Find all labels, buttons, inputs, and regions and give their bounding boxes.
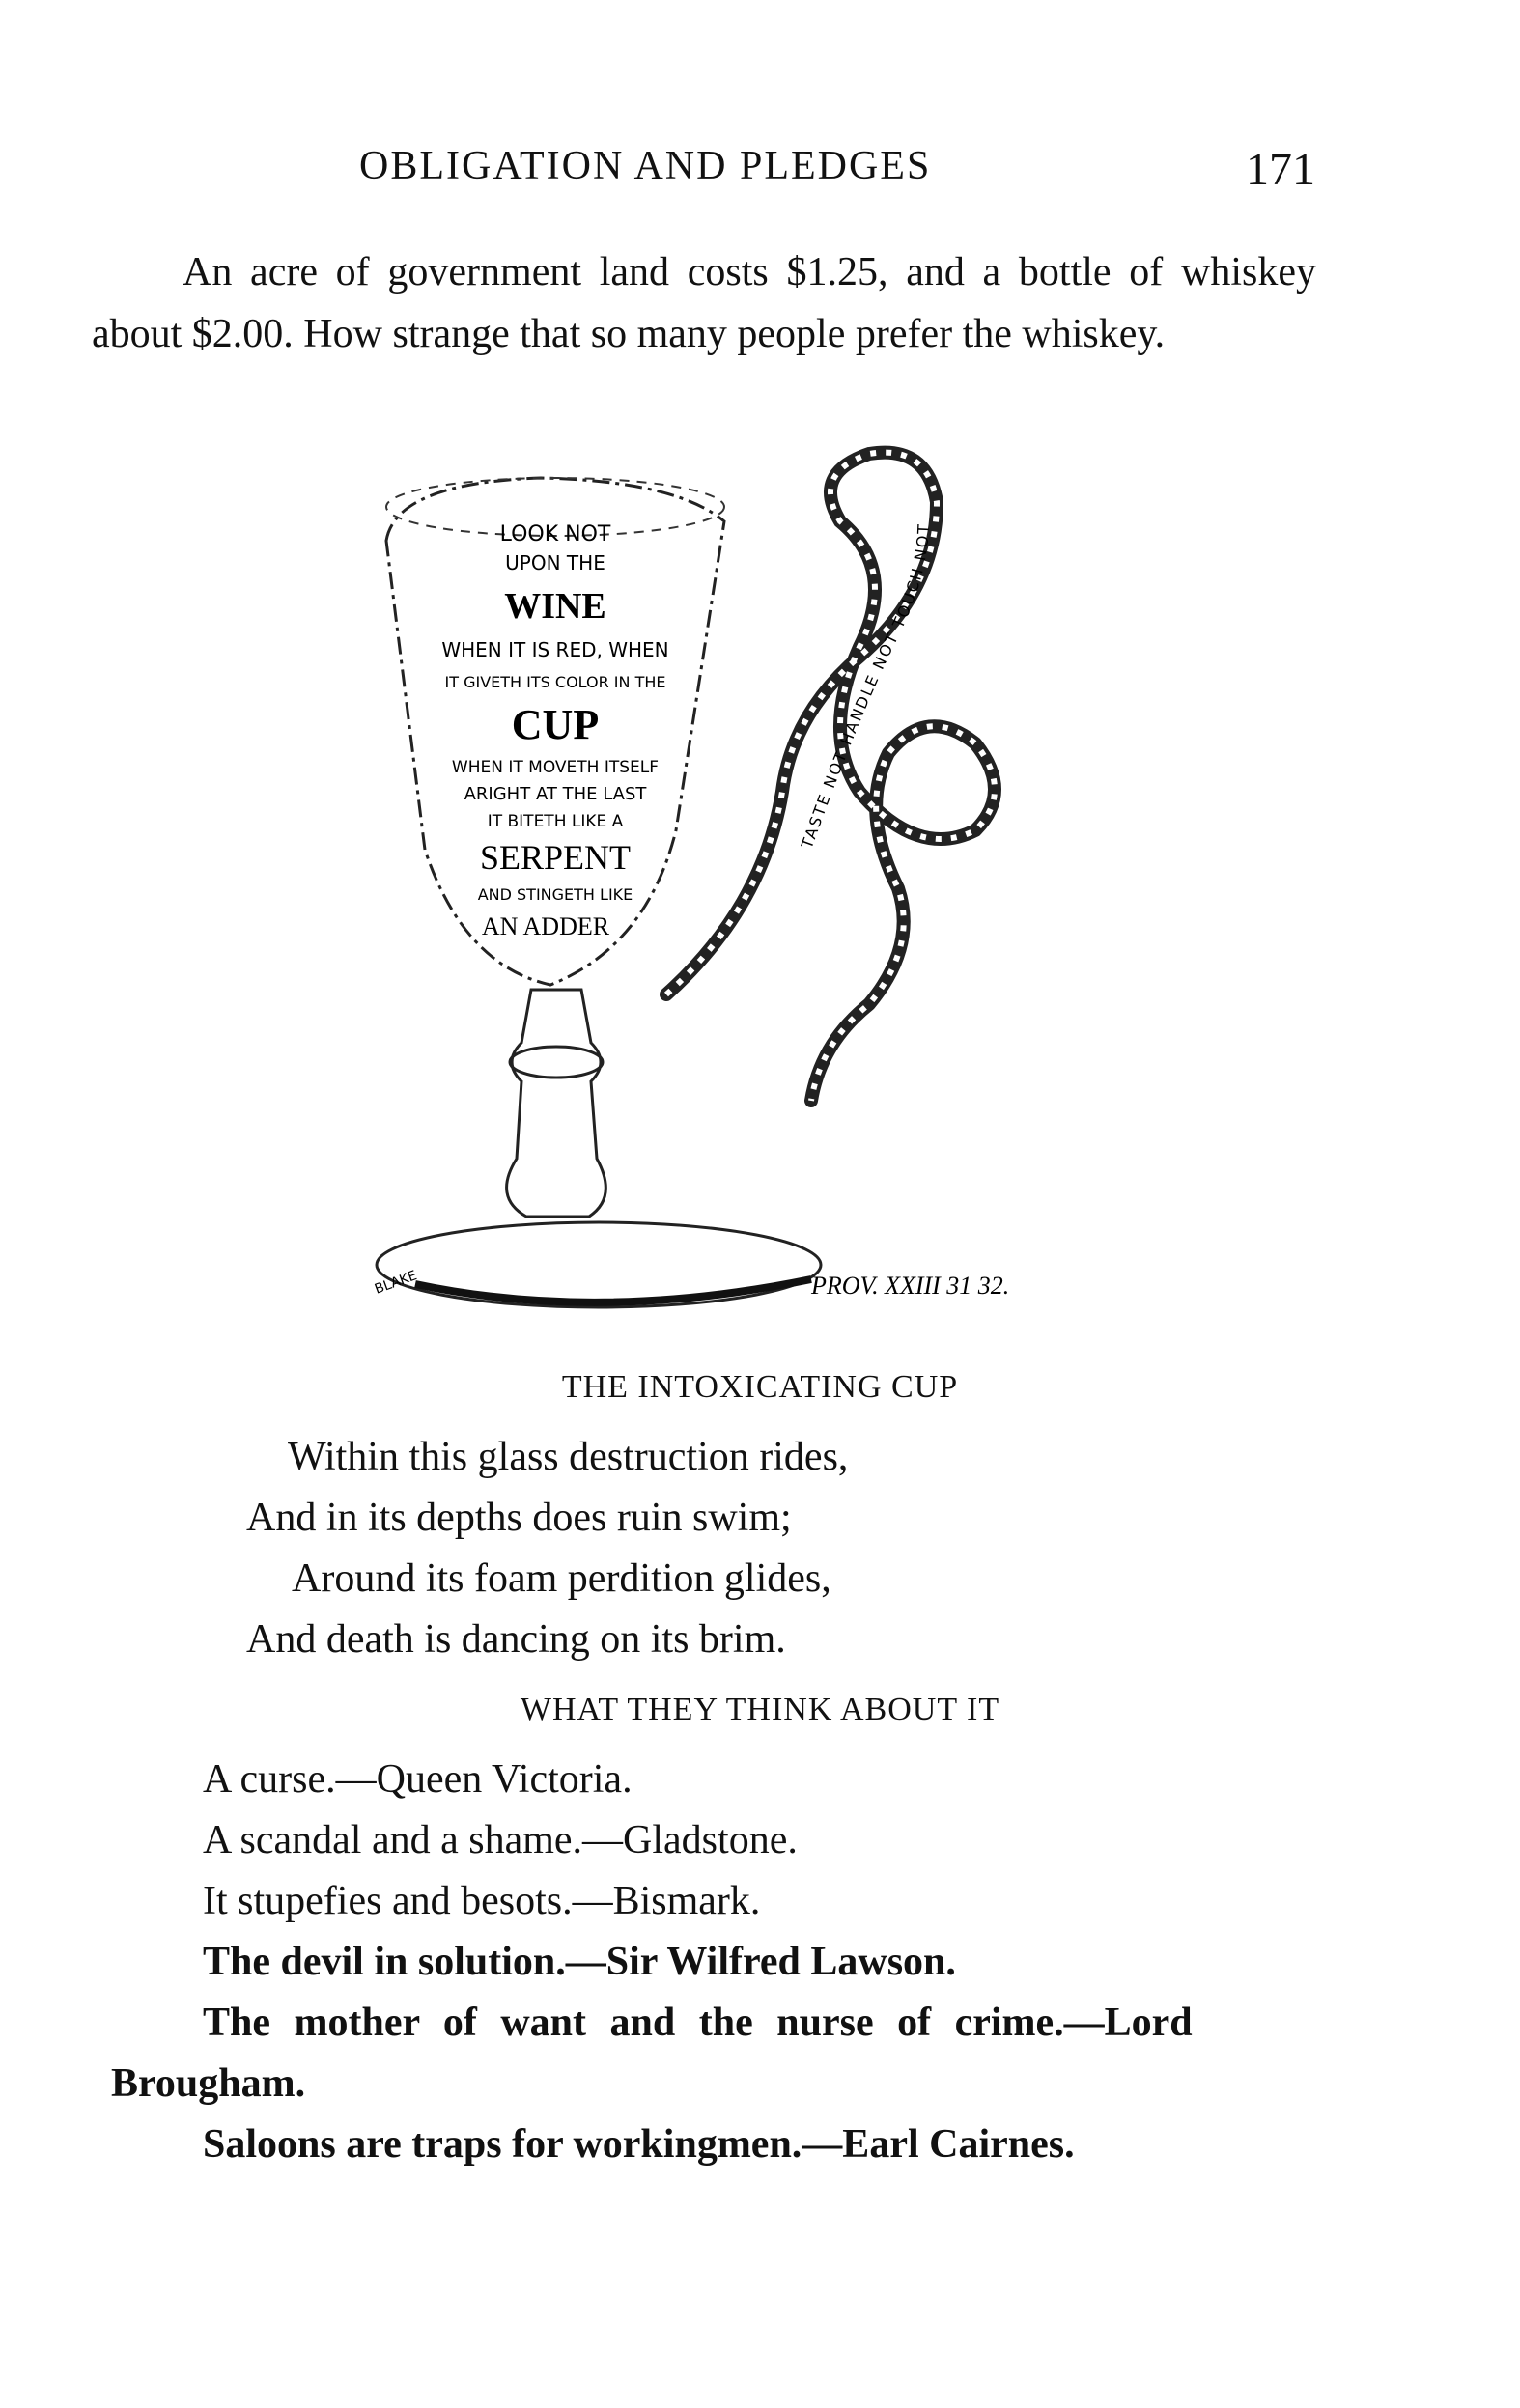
intoxicating-cup-illustration [357, 425, 1072, 1332]
handle-text-path-content: TASTE NOT HANDLE NOT TOUCH NOT [797, 521, 934, 852]
cup-text-4: WHEN IT IS RED, WHEN [441, 638, 669, 661]
cup-text-2: UPON THE [505, 551, 605, 574]
cup-text-7: WHEN IT MOVETH ITSELF [451, 758, 660, 777]
cup-text-1: LOOK NOT [499, 522, 611, 546]
poem-line-4: And death is dancing on its brim. [246, 1617, 786, 1662]
poem-line-1: Within this glass destruction rides, [288, 1435, 849, 1479]
quote-item: The mother of want and the nurse of crime.—Lord [203, 2001, 1193, 2045]
scripture-reference: PROV. XXIII 31 32. [811, 1272, 1010, 1300]
quote-item: A scandal and a shame.—Gladstone. [203, 1818, 798, 1862]
quote-item: Saloons are traps for workingmen.—Earl Cairnes. [203, 2122, 1075, 2167]
artist-signature: BLAKE [372, 1268, 419, 1298]
intro-paragraph: An acre of government land costs $1.25, and a bottle of whiskey about $2.00. How strange that so many people prefer the whiskey. [92, 250, 1316, 356]
running-head: OBLIGATION AND PLEDGES [359, 144, 932, 188]
quote-item-continuation: Brougham. [111, 2061, 306, 2106]
page-header [359, 143, 1315, 201]
cup-engraving [357, 425, 1072, 1332]
cup-text-10: SERPENT [479, 838, 632, 877]
cup-stem [507, 990, 606, 1217]
poem-line-2: And in its depths does ruin swim; [246, 1496, 792, 1540]
cup-text-3: WINE [504, 586, 606, 627]
stem-knot [510, 1047, 603, 1078]
cup-text-5: IT GIVETH ITS COLOR IN THE [444, 673, 666, 691]
cup-text-12: AN ADDER [481, 912, 610, 940]
page-number: 171 [1246, 144, 1315, 195]
quote-item: A curse.—Queen Victoria. [203, 1757, 633, 1802]
cup-text-11: AND STINGETH LIKE [477, 885, 633, 904]
cup-base [377, 1222, 821, 1307]
cup-text-6: CUP [511, 701, 600, 748]
quote-item: It stupefies and besots.—Bismark. [203, 1879, 761, 1923]
poem-line-3: Around its foam perdition glides, [292, 1556, 831, 1601]
quotes-section-title: WHAT THEY THINK ABOUT IT [520, 1692, 1000, 1727]
intro-paragraph-block [92, 241, 1316, 365]
poem-title: THE INTOXICATING CUP [561, 1369, 959, 1405]
cup-text-8: ARIGHT AT THE LAST [464, 784, 647, 804]
quote-item: The devil in solution.—Sir Wilfred Lawson. [203, 1940, 956, 1984]
cup-text-9: IT BITETH LIKE A [487, 812, 624, 831]
